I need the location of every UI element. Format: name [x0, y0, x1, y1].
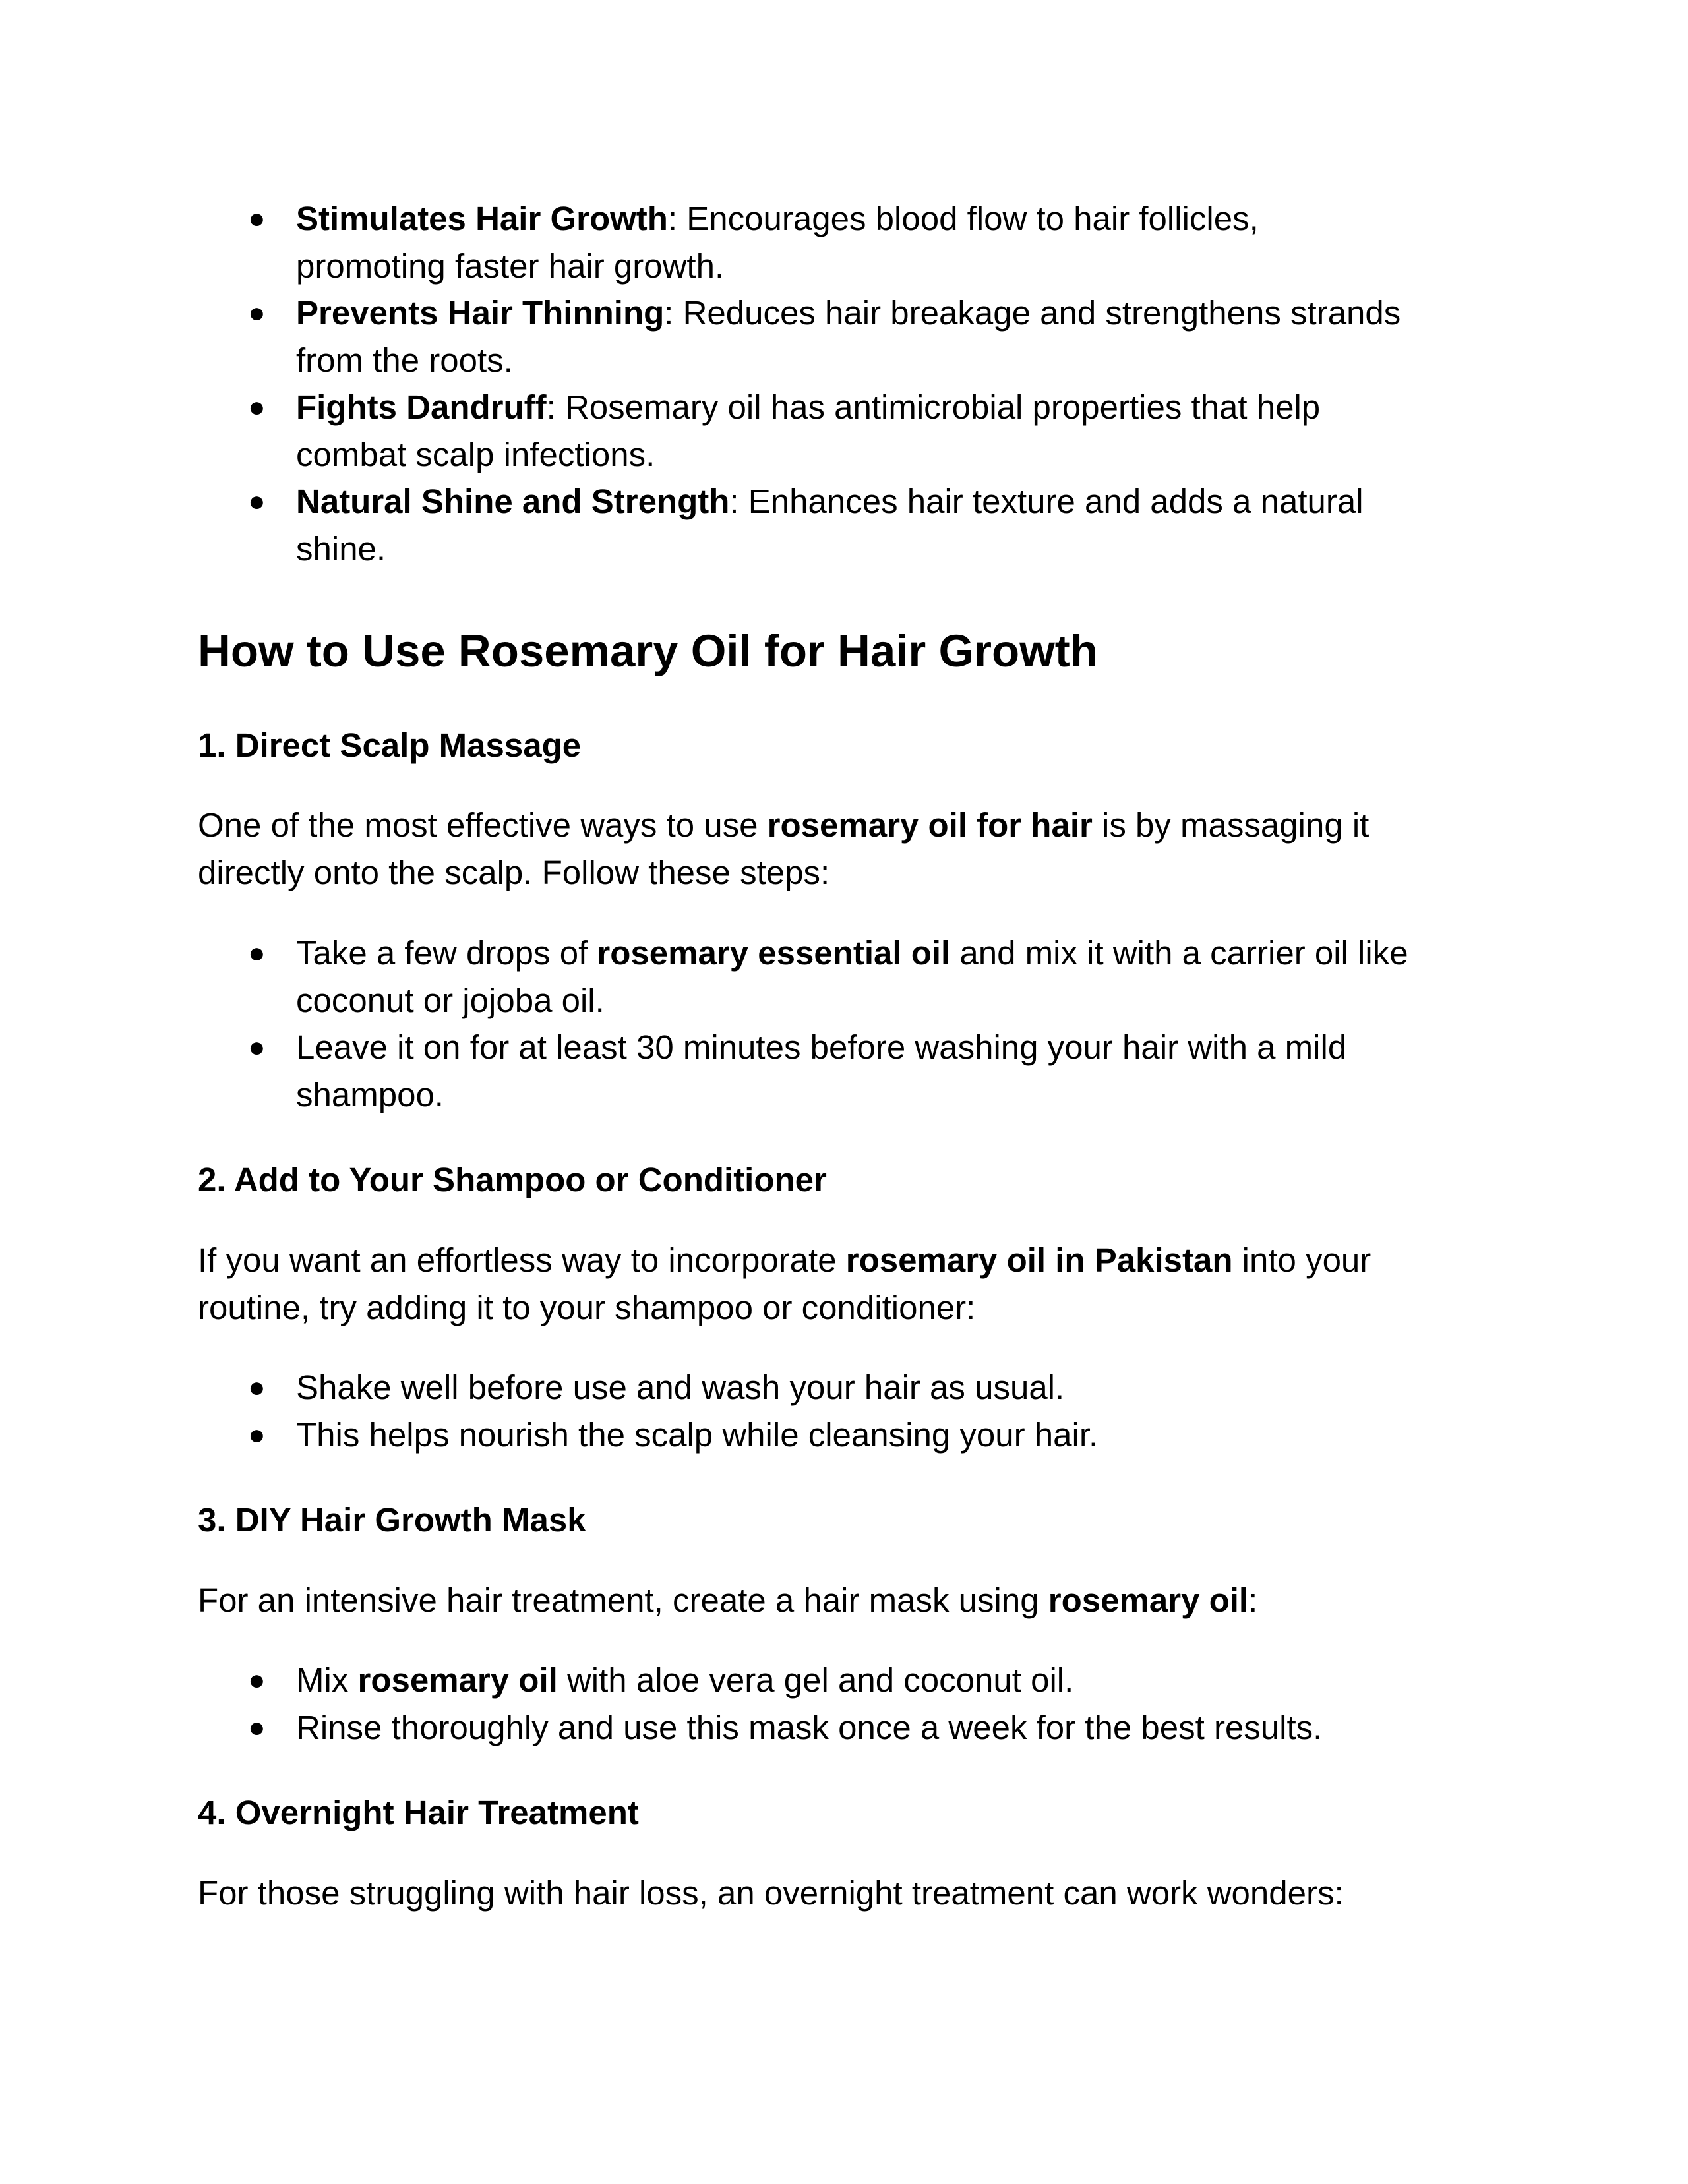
bullet: ●: [248, 297, 266, 329]
bullet: ●: [248, 1419, 266, 1451]
benefit-title: Natural Shine and Strength: [296, 483, 730, 520]
benefit-text: : Reduces hair breakage and strengthens strands: [664, 294, 1401, 332]
bullet: ●: [248, 485, 266, 517]
section-heading: 2. Add to Your Shampoo or Conditioner: [198, 1161, 827, 1198]
main-heading: How to Use Rosemary Oil for Hair Growth: [198, 626, 1098, 676]
benefit-text: : Enhances hair texture and adds a natural: [729, 483, 1364, 520]
paragraph-line: One of the most effective ways to use rosemary oil for hair is by massaging it: [198, 806, 1370, 844]
document-page: ● Stimulates Hair Growth: Encourages blood flow to hair follicles, promoting faster hair growth. ● Prevents Hair Thinning: Reduces hair breakage and strengthens strands from the roots. ● Fights Dandruff: Rosemary oil has antimicrobial properties that help combat scalp infections. ● Natural Shine and Strength: Enhances hair texture and adds a natural shine. How to Use Rosemary Oil for Hair Growth 1. Direct Scalp Massage One of the most effective ways to use rosemary oil for hair is by massaging it directly onto the scalp. Follow these steps: ● Take a few drops of rosemary essential oil and mix it with a carrier oil like coconut or jojoba oil. ● Leave it on for at least 30 minutes before washing your hair with a mild shampoo. 2. Add to Your Shampoo or Conditioner If you want an effortless way to incorporate rosemary oil in Pakistan into your routine, try adding it to your shampoo or conditioner: ● Shake well before use and wash your hair as usual. ● This helps nourish the scalp while cleansing your hair. 3. DIY Hair Growth Mask For an intensive hair treatment, create a hair mask using rosemary oil: ● Mix rosemary oil with aloe vera gel and coconut oil. ● Rinse thoroughly and use this mask once a week for the best results. 4. Overnight Hair Treatment For those struggling with hair loss, an overnight treatment can work wonders:: [0, 0, 1688, 2184]
benefit-title: Prevents Hair Thinning: [296, 294, 665, 332]
bullet: ●: [248, 391, 266, 423]
paragraph-line: routine, try adding it to your shampoo or conditioner:: [198, 1289, 976, 1326]
bullet: ●: [248, 202, 266, 235]
section-heading: 1. Direct Scalp Massage: [198, 726, 582, 764]
paragraph-line: If you want an effortless way to incorporate rosemary oil in Pakistan into your: [198, 1241, 1372, 1279]
bullet: ●: [248, 1711, 266, 1744]
benefit-text: from the roots.: [296, 341, 513, 379]
benefit-text: shine.: [296, 530, 386, 568]
benefit-text: : Rosemary oil has antimicrobial properties that help: [546, 388, 1321, 426]
paragraph-line: directly onto the scalp. Follow these steps:: [198, 854, 830, 891]
benefit-text: combat scalp infections.: [296, 436, 655, 473]
bullet: ●: [248, 1031, 266, 1063]
bullet: ●: [248, 1371, 266, 1403]
paragraph-line: For those struggling with hair loss, an overnight treatment can work wonders:: [198, 1874, 1344, 1912]
benefit-title: Stimulates Hair Growth: [296, 200, 668, 237]
benefit-title: Fights Dandruff: [296, 388, 547, 426]
bullet: ●: [248, 937, 266, 969]
benefit-text: : Encourages blood flow to hair follicles,: [667, 200, 1259, 237]
bullet: ●: [248, 1664, 266, 1696]
paragraph-line: For an intensive hair treatment, create a hair mask using rosemary oil:: [198, 1581, 1258, 1619]
section-heading: 3. DIY Hair Growth Mask: [198, 1501, 586, 1539]
section-heading: 4. Overnight Hair Treatment: [198, 1794, 639, 1831]
benefit-text: promoting faster hair growth.: [296, 247, 725, 285]
